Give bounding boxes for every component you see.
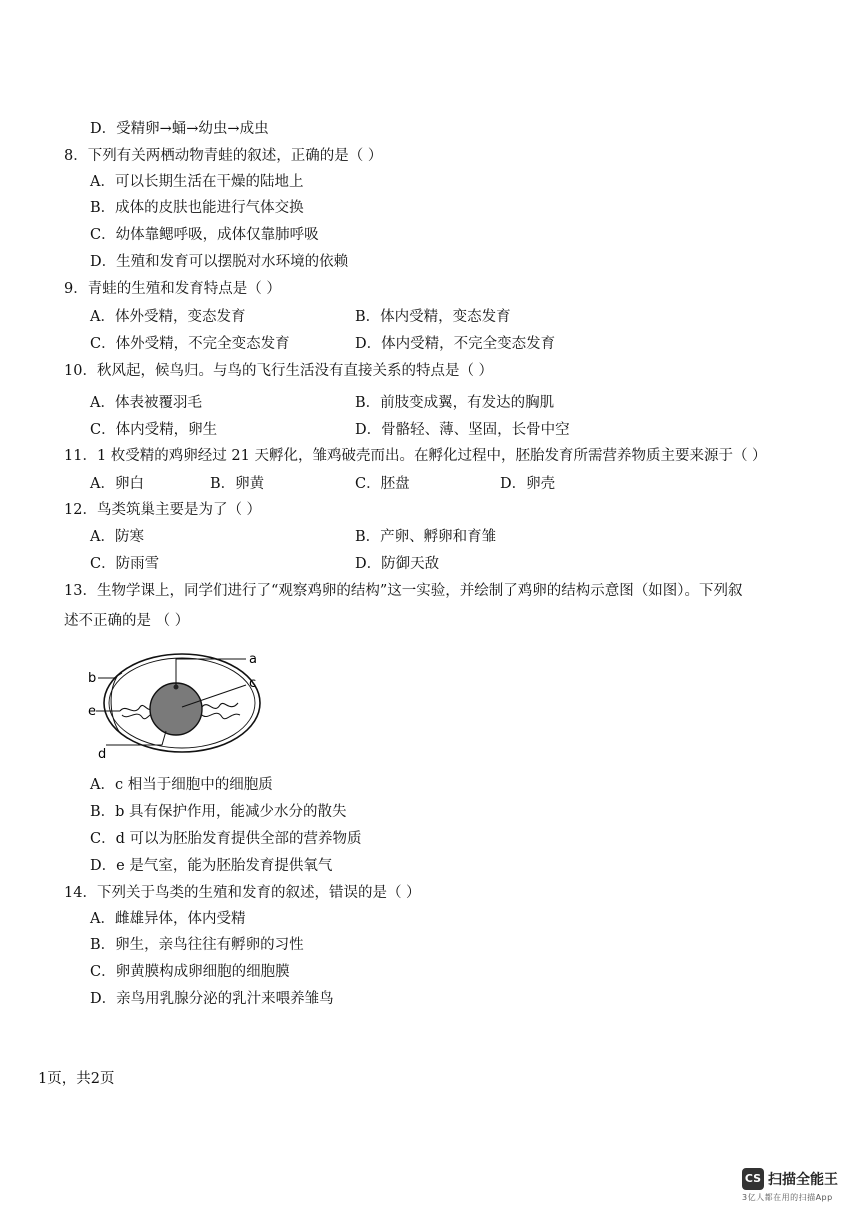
q13-option-d: D．e 是气室，能为胚胎发育提供氧气 [90, 858, 333, 874]
egg-yolk [150, 683, 202, 735]
q11-option-a: A．卵白 [90, 476, 144, 492]
q12-option-d: D．防御天敌 [355, 556, 440, 572]
q12-option-b: B．产卵、孵卵和育雏 [355, 529, 497, 545]
q11-option-b: B．卵黄 [210, 476, 265, 492]
q8-option-d: D．生殖和发育可以摆脱对水环境的依赖 [90, 254, 349, 270]
scanner-logo-icon: CS [742, 1168, 764, 1190]
q10-option-d: D．骨骼轻、薄、坚固，长骨中空 [355, 422, 570, 438]
q11-option-d: D．卵壳 [500, 476, 556, 492]
q14-option-c: C．卵黄膜构成卵细胞的细胞膜 [90, 964, 290, 980]
label-e: e [88, 704, 96, 719]
q14-option-b: B．卵生，亲鸟往往有孵卵的习性 [90, 937, 304, 953]
q11-option-c: C．胚盘 [355, 476, 410, 492]
q14-option-a: A．雌雄异体，体内受精 [90, 911, 246, 927]
chalaza-right [202, 703, 238, 708]
page-number: 1页，共2页 [38, 1071, 115, 1087]
q14-option-d: D．亲鸟用乳腺分泌的乳汁来喂养雏鸟 [90, 991, 334, 1007]
egg-structure-diagram [78, 645, 278, 765]
chalaza-left [120, 705, 154, 711]
germinal-disc [174, 685, 179, 690]
q13-option-b: B．b 具有保护作用，能减少水分的散失 [90, 804, 347, 820]
q14-stem: 14．下列关于鸟类的生殖和发育的叙述，错误的是（ ） [64, 885, 421, 901]
label-a: a [249, 652, 257, 667]
q8-option-c: C．幼体靠鳃呼吸，成体仅靠肺呼吸 [90, 227, 319, 243]
chalaza-right-lower [202, 713, 240, 718]
chalaza-left-lower [122, 714, 154, 719]
q9-option-b: B．体内受精，变态发育 [355, 309, 511, 325]
q12-stem: 12．鸟类筑巢主要是为了（ ） [64, 502, 262, 518]
label-b: b [88, 671, 97, 686]
q12-option-a: A．防寒 [90, 529, 144, 545]
q9-option-a: A．体外受精，变态发育 [90, 309, 246, 325]
q10-stem: 10．秋风起，候鸟归。与鸟的飞行生活没有直接关系的特点是（ ） [64, 363, 494, 379]
q9-stem: 9．青蛙的生殖和发育特点是（ ） [64, 281, 281, 297]
q13-stem-line2: 述不正确的是 （ ） [64, 613, 190, 629]
q13-option-a: A．c 相当于细胞中的细胞质 [90, 777, 273, 793]
q9-option-c: C．体外受精，不完全变态发育 [90, 336, 290, 352]
q8-option-a: A．可以长期生活在干燥的陆地上 [90, 174, 304, 190]
q10-option-c: C．体内受精，卵生 [90, 422, 218, 438]
scanner-app-name: 扫描全能王 [768, 1172, 838, 1188]
q8-option-b: B．成体的皮肤也能进行气体交换 [90, 200, 304, 216]
q13-stem-line1: 13．生物学课上，同学们进行了“观察鸡卵的结构”这一实验，并绘制了鸡卵的结构示意图（如图）。下列叙 [64, 583, 743, 599]
q10-option-a: A．体表被覆羽毛 [90, 395, 202, 411]
q12-option-c: C．防雨雪 [90, 556, 160, 572]
q7-option-d: D．受精卵→蛹→幼虫→成虫 [90, 121, 269, 137]
q13-option-c: C．d 可以为胚胎发育提供全部的营养物质 [90, 831, 362, 847]
q11-stem: 11．1 枚受精的鸡卵经过 21 天孵化，雏鸡破壳而出。在孵化过程中，胚胎发育所需营养物质主要来源于（ ） [64, 448, 767, 464]
scanner-tagline: 3亿人都在用的扫描App [742, 1193, 833, 1202]
q10-option-b: B．前肢变成翼，有发达的胸肌 [355, 395, 555, 411]
label-d: d [98, 747, 107, 762]
q9-option-d: D．体内受精，不完全变态发育 [355, 336, 556, 352]
q8-stem: 8．下列有关两栖动物青蛙的叙述，正确的是（ ） [64, 148, 383, 164]
label-c: c [249, 676, 257, 691]
